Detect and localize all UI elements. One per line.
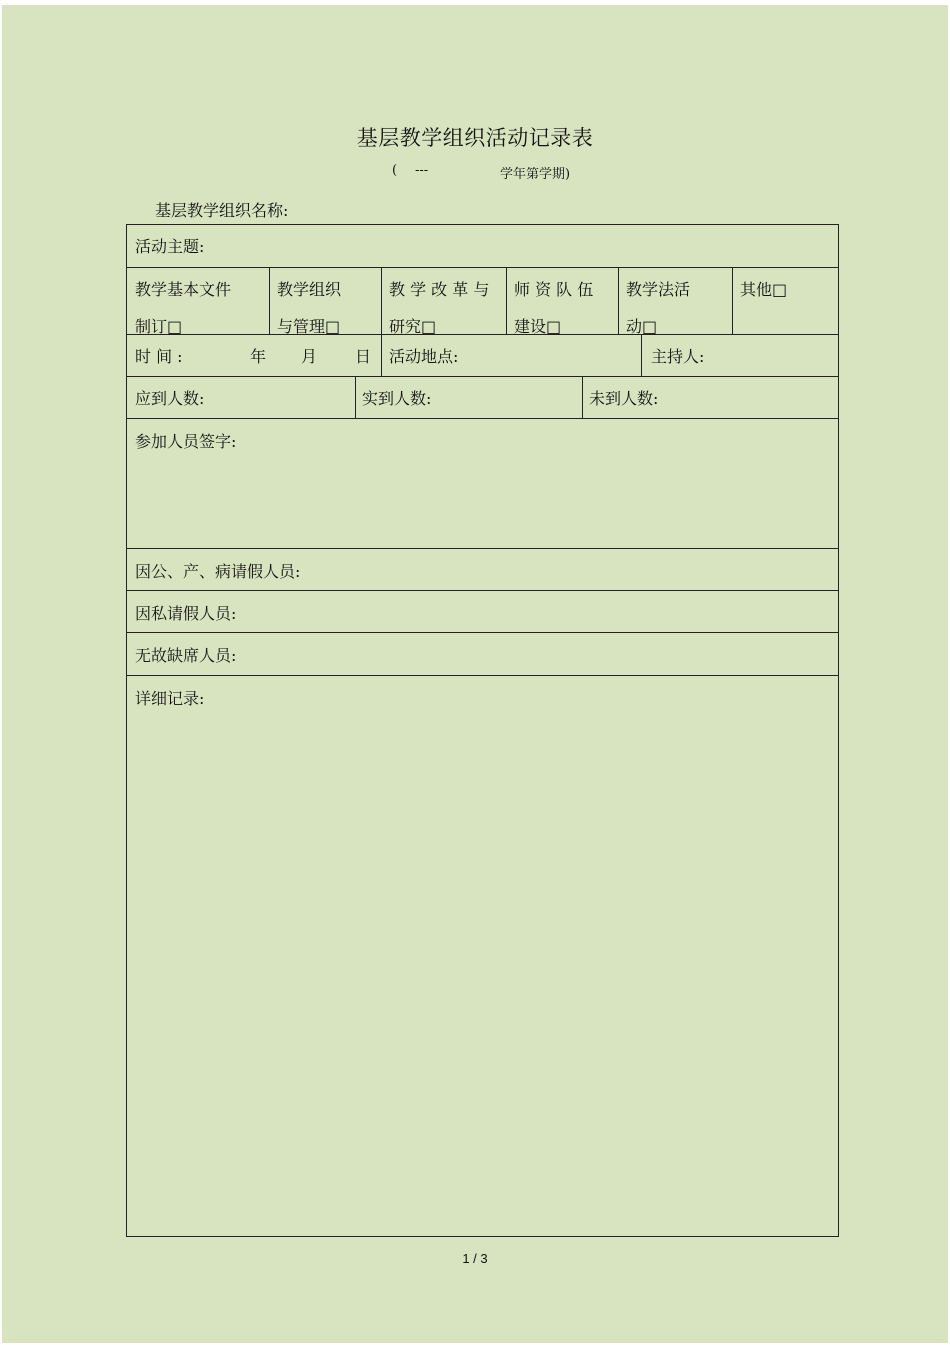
category-basic-docs-line2: 制订□ <box>135 317 183 336</box>
category-faculty-building-line1: 师 资 队 伍 <box>514 280 594 299</box>
subtitle-year-dash: --- <box>415 163 429 178</box>
row-divider <box>127 334 838 335</box>
actual-count-label: 实到人数: <box>362 389 432 408</box>
column-divider <box>355 376 356 418</box>
row-divider <box>127 418 838 419</box>
detail-record-label: 详细记录: <box>135 689 205 708</box>
year-label: 年 <box>250 347 267 366</box>
time-label: 时 间 : <box>135 347 183 366</box>
category-pedagogy-line2: 动□ <box>626 317 658 336</box>
category-faculty-building-line2: 建设□ <box>514 317 562 336</box>
category-other: 其他□ <box>740 280 788 299</box>
column-divider <box>641 334 642 376</box>
category-reform-research-line1: 教 学 改 革 与 <box>389 280 490 299</box>
category-basic-docs-line1: 教学基本文件 <box>135 280 232 299</box>
column-divider <box>381 334 382 376</box>
column-divider <box>582 376 583 418</box>
location-label: 活动地点: <box>389 347 459 366</box>
category-pedagogy-line1: 教学法活 <box>626 280 691 299</box>
activity-theme-label: 活动主题: <box>135 237 205 256</box>
subtitle-term: 学年第学期) <box>500 167 571 182</box>
row-divider <box>127 675 838 676</box>
category-org-mgmt-line1: 教学组织 <box>277 280 342 299</box>
official-leave-label: 因公、产、病请假人员: <box>135 562 301 581</box>
absent-count-label: 未到人数: <box>589 389 659 408</box>
personal-leave-label: 因私请假人员: <box>135 604 237 623</box>
expected-count-label: 应到人数: <box>135 389 205 408</box>
column-divider <box>732 267 733 334</box>
category-org-mgmt-line2: 与管理□ <box>277 317 341 336</box>
org-name-label: 基层教学组织名称: <box>155 201 289 220</box>
row-divider <box>127 548 838 549</box>
category-reform-research-line2: 研究□ <box>389 317 437 336</box>
row-divider <box>127 590 838 591</box>
column-divider <box>618 267 619 334</box>
subtitle-open-paren: ( <box>392 163 398 178</box>
column-divider <box>506 267 507 334</box>
activity-record-table <box>126 224 839 1237</box>
month-label: 月 <box>301 347 318 366</box>
signature-label: 参加人员签字: <box>135 432 237 451</box>
unexcused-absence-label: 无故缺席人员: <box>135 646 237 665</box>
form-title: 基层教学组织活动记录表 <box>356 126 594 150</box>
host-label: 主持人: <box>651 347 705 366</box>
column-divider <box>381 267 382 334</box>
row-divider <box>127 632 838 633</box>
column-divider <box>269 267 270 334</box>
page-number: 1 / 3 <box>462 1251 488 1266</box>
row-divider <box>127 376 838 377</box>
day-label: 日 <box>355 347 372 366</box>
